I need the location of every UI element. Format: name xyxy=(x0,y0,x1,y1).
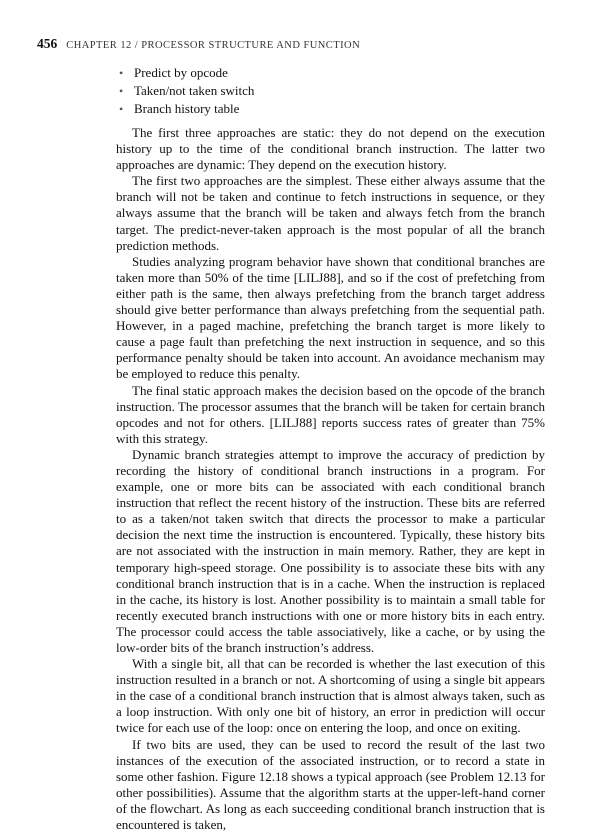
approach-list xyxy=(117,64,537,118)
list-item-text: Branch history table xyxy=(134,101,240,116)
list-item-text: Taken/not taken switch xyxy=(134,83,255,98)
paragraph: With a single bit, all that can be recorded is whether the last execution of this instruction resulted in a branch or not. A shortcoming of using a single bit appears in the case of a conditional branch instruction that is almost always taken, such as a loop instruction. With only one bit of history, an error in prediction will occur twice for each use of the loop: once on entering the loop, and once on exiting. xyxy=(116,656,545,736)
paragraph: Studies analyzing program behavior have shown that conditional branches are taken more than 50% of the time [LILJ88], and so if the cost of prefetching from either path is the same, then always prefetching from the branch target address should give better performance than always prefetching from the sequential path. However, in a paged machine, prefetching the branch target is more likely to cause a page fault than prefetching the next instruction in sequence, and so this performance penalty should be taken into account. An avoidance mechanism may be employed to reduce this penalty. xyxy=(116,253,545,382)
chapter-title: CHAPTER 12 / PROCESSOR STRUCTURE AND FUNCTION xyxy=(66,40,361,51)
page-number: 456 xyxy=(37,36,58,51)
paragraph: If two bits are used, they can be used to record the result of the last two instances of the execution of the associated instruction, or to record a state in some other fashion. Figure 12.18 shows a typical approach (see Problem 12.13 for other possibilities). Assume that the algorithm starts at the upper-left-hand corner of the flowchart. As long as each succeeding conditional branch instruction that is encountered is taken, xyxy=(116,736,545,833)
running-head xyxy=(37,37,360,53)
list-item-text: Predict by opcode xyxy=(134,65,228,80)
list-item xyxy=(117,100,537,118)
paragraph: The first three approaches are static: they do not depend on the execution history up to the time of the conditional branch instruction. The latter two approaches are dynamic: They depend on the execution history. xyxy=(116,125,545,173)
body-text xyxy=(116,125,545,833)
paragraph: Dynamic branch strategies attempt to improve the accuracy of prediction by recording the history of conditional branch instructions in a program. For example, one or more bits can be associated with each conditional branch instruction that reflect the recent history of the instruction. These bits are referred to as a taken/not taken switch that directs the processor to make a particular decision the next time the instruction is encountered. Typically, these history bits are not associated with the instruction in main memory. Rather, they are kept in temporary high-speed storage. One possibility is to associate these bits with any conditional branch instruction that is in a cache. When the instruction is replaced in the cache, its history is lost. Another possibility is to maintain a small table for recently executed branch instructions with one or more history bits in each entry. The processor could access the table associatively, like a cache, or by using the low-order bits of the branch instruction’s address. xyxy=(116,446,545,655)
paragraph: The first two approaches are the simplest. These either always assume that the branch will not be taken and continue to fetch instructions in sequence, or they always assume that the branch will be taken and always fetch from the branch target. The predict-never-taken approach is the most popular of all the branch prediction methods. xyxy=(116,173,545,253)
bullet-icon: • xyxy=(119,66,124,80)
bullet-icon: • xyxy=(119,84,124,98)
list-item xyxy=(117,82,537,100)
list-item xyxy=(117,64,537,82)
bullet-icon: • xyxy=(119,102,124,116)
paragraph: The final static approach makes the decision based on the opcode of the branch instruction. The processor assumes that the branch will be taken for certain branch opcodes and not for others. [LILJ88] reports success rates of greater than 75% with this strategy. xyxy=(116,382,545,446)
